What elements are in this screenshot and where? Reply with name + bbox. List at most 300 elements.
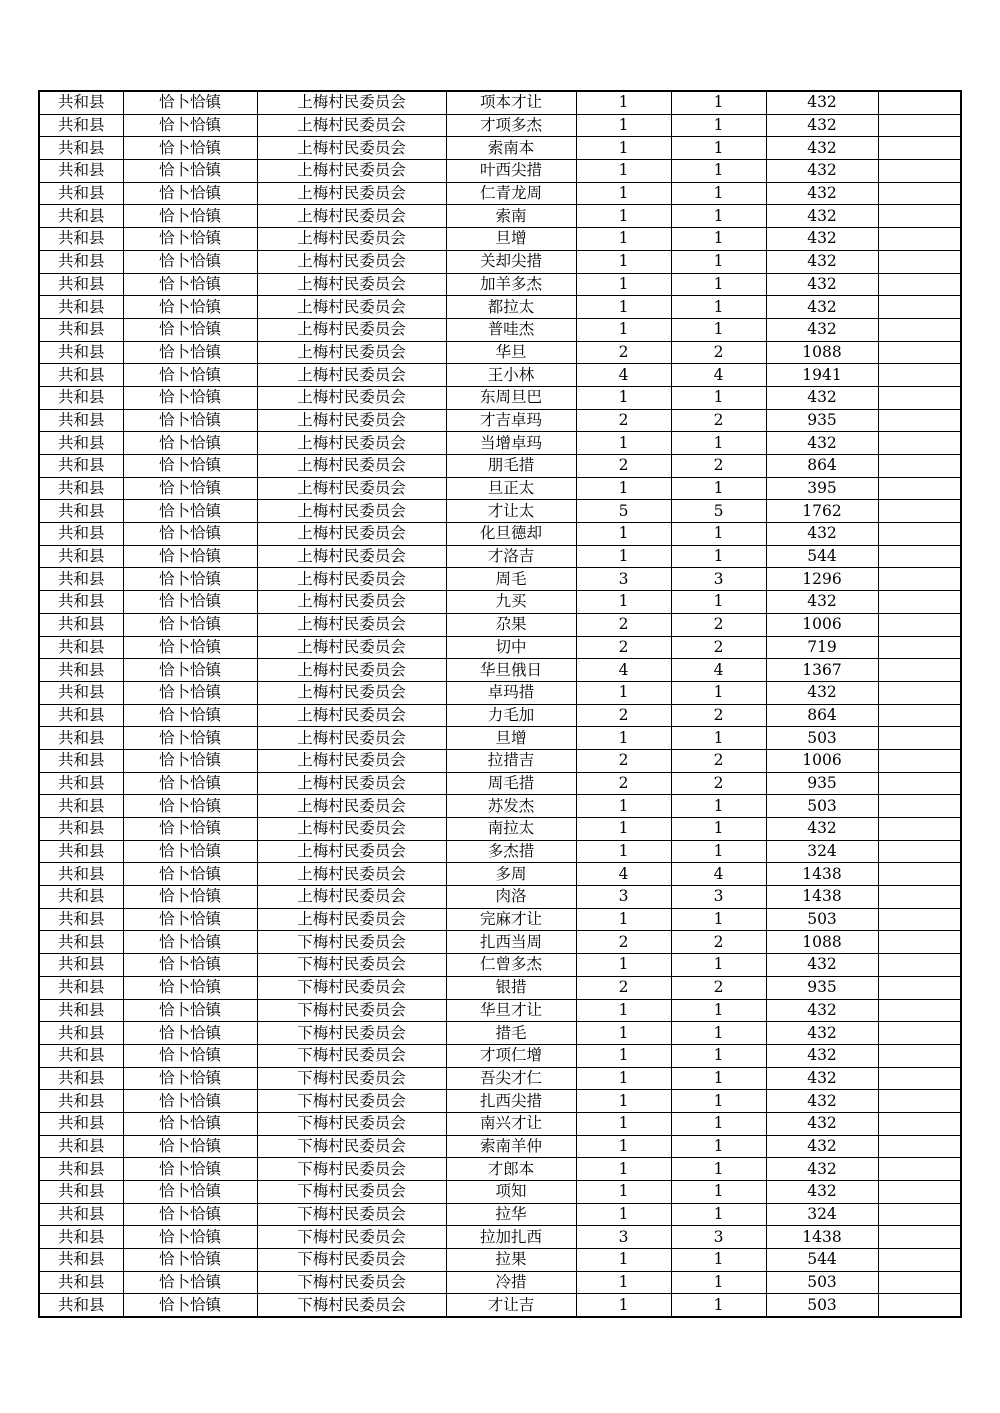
name-cell: 王小林: [446, 364, 576, 387]
county-cell: 共和县: [39, 545, 123, 568]
name-cell: 银措: [446, 976, 576, 999]
village-committee-cell: 下梅村民委员会: [257, 1090, 446, 1113]
table-row: [39, 386, 961, 409]
count-b-cell: 2: [671, 704, 766, 727]
town-cell: 恰卜恰镇: [123, 818, 257, 841]
name-cell: 九买: [446, 591, 576, 614]
amount-cell: 544: [766, 545, 878, 568]
county-cell: 共和县: [39, 1044, 123, 1067]
count-b-cell: 1: [671, 296, 766, 319]
table-row: [39, 91, 961, 114]
remark-cell: [878, 1226, 961, 1249]
remark-cell: [878, 727, 961, 750]
amount-cell: 719: [766, 636, 878, 659]
village-committee-cell: 上梅村民委员会: [257, 228, 446, 251]
table-row: [39, 273, 961, 296]
count-b-cell: 1: [671, 1135, 766, 1158]
count-b-cell: 1: [671, 1249, 766, 1272]
table-row: [39, 1294, 961, 1317]
county-cell: 共和县: [39, 818, 123, 841]
name-cell: 普哇杰: [446, 318, 576, 341]
remark-cell: [878, 182, 961, 205]
table-row: [39, 999, 961, 1022]
town-cell: 恰卜恰镇: [123, 228, 257, 251]
amount-cell: 432: [766, 591, 878, 614]
remark-cell: [878, 613, 961, 636]
count-a-cell: 1: [576, 1067, 671, 1090]
table-row: [39, 1022, 961, 1045]
count-a-cell: 2: [576, 341, 671, 364]
remark-cell: [878, 545, 961, 568]
count-b-cell: 1: [671, 114, 766, 137]
count-a-cell: 1: [576, 591, 671, 614]
amount-cell: 432: [766, 523, 878, 546]
table-row: [39, 954, 961, 977]
count-a-cell: 2: [576, 636, 671, 659]
remark-cell: [878, 1181, 961, 1204]
count-b-cell: 5: [671, 500, 766, 523]
count-b-cell: 1: [671, 250, 766, 273]
county-cell: 共和县: [39, 137, 123, 160]
count-a-cell: 2: [576, 613, 671, 636]
amount-cell: 1296: [766, 568, 878, 591]
name-cell: 南兴才让: [446, 1112, 576, 1135]
count-a-cell: 1: [576, 296, 671, 319]
count-a-cell: 1: [576, 114, 671, 137]
count-b-cell: 2: [671, 613, 766, 636]
county-cell: 共和县: [39, 681, 123, 704]
table-row: [39, 840, 961, 863]
name-cell: 华旦才让: [446, 999, 576, 1022]
count-b-cell: 1: [671, 1067, 766, 1090]
count-a-cell: 2: [576, 704, 671, 727]
name-cell: 吾尖才仁: [446, 1067, 576, 1090]
table-body: [39, 91, 961, 1317]
county-cell: 共和县: [39, 591, 123, 614]
village-committee-cell: 上梅村民委员会: [257, 500, 446, 523]
count-b-cell: 1: [671, 1022, 766, 1045]
table-row: [39, 863, 961, 886]
name-cell: 拉果: [446, 1249, 576, 1272]
count-a-cell: 5: [576, 500, 671, 523]
town-cell: 恰卜恰镇: [123, 477, 257, 500]
village-committee-cell: 下梅村民委员会: [257, 1249, 446, 1272]
village-committee-cell: 上梅村民委员会: [257, 545, 446, 568]
town-cell: 恰卜恰镇: [123, 273, 257, 296]
village-committee-cell: 上梅村民委员会: [257, 273, 446, 296]
amount-cell: 1006: [766, 749, 878, 772]
count-b-cell: 1: [671, 160, 766, 183]
table-row: [39, 886, 961, 909]
county-cell: 共和县: [39, 318, 123, 341]
table-row: [39, 1135, 961, 1158]
count-b-cell: 3: [671, 568, 766, 591]
county-cell: 共和县: [39, 228, 123, 251]
village-committee-cell: 上梅村民委员会: [257, 727, 446, 750]
table-row: [39, 500, 961, 523]
count-b-cell: 4: [671, 863, 766, 886]
amount-cell: 1006: [766, 613, 878, 636]
town-cell: 恰卜恰镇: [123, 795, 257, 818]
name-cell: 才项仁增: [446, 1044, 576, 1067]
county-cell: 共和县: [39, 749, 123, 772]
amount-cell: 1941: [766, 364, 878, 387]
count-a-cell: 1: [576, 1294, 671, 1317]
amount-cell: 432: [766, 114, 878, 137]
amount-cell: 432: [766, 999, 878, 1022]
village-committee-cell: 下梅村民委员会: [257, 1271, 446, 1294]
remark-cell: [878, 318, 961, 341]
village-committee-cell: 上梅村民委员会: [257, 455, 446, 478]
amount-cell: 432: [766, 182, 878, 205]
amount-cell: 432: [766, 228, 878, 251]
table-row: [39, 1249, 961, 1272]
table-row: [39, 1271, 961, 1294]
village-committee-cell: 下梅村民委员会: [257, 999, 446, 1022]
count-a-cell: 3: [576, 568, 671, 591]
amount-cell: 432: [766, 160, 878, 183]
town-cell: 恰卜恰镇: [123, 1203, 257, 1226]
table-row: [39, 318, 961, 341]
village-committee-cell: 上梅村民委员会: [257, 477, 446, 500]
name-cell: 才让吉: [446, 1294, 576, 1317]
amount-cell: 1762: [766, 500, 878, 523]
count-a-cell: 2: [576, 976, 671, 999]
village-committee-cell: 上梅村民委员会: [257, 160, 446, 183]
name-cell: 力毛加: [446, 704, 576, 727]
town-cell: 恰卜恰镇: [123, 160, 257, 183]
table-row: [39, 114, 961, 137]
amount-cell: 432: [766, 954, 878, 977]
remark-cell: [878, 568, 961, 591]
county-cell: 共和县: [39, 704, 123, 727]
count-b-cell: 2: [671, 636, 766, 659]
amount-cell: 432: [766, 91, 878, 114]
county-cell: 共和县: [39, 455, 123, 478]
name-cell: 周毛: [446, 568, 576, 591]
amount-cell: 432: [766, 1067, 878, 1090]
town-cell: 恰卜恰镇: [123, 455, 257, 478]
count-a-cell: 1: [576, 1112, 671, 1135]
count-a-cell: 1: [576, 818, 671, 841]
amount-cell: 324: [766, 840, 878, 863]
count-a-cell: 1: [576, 908, 671, 931]
count-b-cell: 3: [671, 886, 766, 909]
remark-cell: [878, 818, 961, 841]
name-cell: 华旦俄日: [446, 659, 576, 682]
village-committee-cell: 上梅村民委员会: [257, 749, 446, 772]
remark-cell: [878, 591, 961, 614]
county-cell: 共和县: [39, 840, 123, 863]
amount-cell: 432: [766, 1181, 878, 1204]
village-committee-cell: 下梅村民委员会: [257, 954, 446, 977]
town-cell: 恰卜恰镇: [123, 681, 257, 704]
county-cell: 共和县: [39, 999, 123, 1022]
remark-cell: [878, 886, 961, 909]
amount-cell: 432: [766, 1090, 878, 1113]
table-row: [39, 432, 961, 455]
town-cell: 恰卜恰镇: [123, 727, 257, 750]
count-b-cell: 2: [671, 341, 766, 364]
amount-cell: 503: [766, 727, 878, 750]
table-row: [39, 296, 961, 319]
name-cell: 扎西当周: [446, 931, 576, 954]
village-committee-cell: 上梅村民委员会: [257, 386, 446, 409]
town-cell: 恰卜恰镇: [123, 409, 257, 432]
name-cell: 东周旦巴: [446, 386, 576, 409]
count-b-cell: 1: [671, 182, 766, 205]
table-row: [39, 636, 961, 659]
remark-cell: [878, 954, 961, 977]
table-row: [39, 409, 961, 432]
village-committee-cell: 下梅村民委员会: [257, 1181, 446, 1204]
amount-cell: 864: [766, 704, 878, 727]
count-a-cell: 1: [576, 1158, 671, 1181]
count-a-cell: 1: [576, 1203, 671, 1226]
count-a-cell: 2: [576, 931, 671, 954]
amount-cell: 1088: [766, 341, 878, 364]
town-cell: 恰卜恰镇: [123, 931, 257, 954]
town-cell: 恰卜恰镇: [123, 1249, 257, 1272]
county-cell: 共和县: [39, 1294, 123, 1317]
county-cell: 共和县: [39, 772, 123, 795]
village-committee-cell: 上梅村民委员会: [257, 704, 446, 727]
town-cell: 恰卜恰镇: [123, 659, 257, 682]
name-cell: 华旦: [446, 341, 576, 364]
village-committee-cell: 下梅村民委员会: [257, 1203, 446, 1226]
count-a-cell: 1: [576, 1249, 671, 1272]
remark-cell: [878, 1249, 961, 1272]
village-committee-cell: 上梅村民委员会: [257, 886, 446, 909]
county-cell: 共和县: [39, 250, 123, 273]
county-cell: 共和县: [39, 1112, 123, 1135]
count-b-cell: 1: [671, 1112, 766, 1135]
count-b-cell: 1: [671, 1294, 766, 1317]
table-row: [39, 250, 961, 273]
name-cell: 周毛措: [446, 772, 576, 795]
count-a-cell: 1: [576, 182, 671, 205]
count-a-cell: 1: [576, 477, 671, 500]
count-b-cell: 1: [671, 523, 766, 546]
county-cell: 共和县: [39, 863, 123, 886]
count-b-cell: 1: [671, 954, 766, 977]
town-cell: 恰卜恰镇: [123, 114, 257, 137]
county-cell: 共和县: [39, 1271, 123, 1294]
count-b-cell: 1: [671, 727, 766, 750]
name-cell: 才洛吉: [446, 545, 576, 568]
remark-cell: [878, 1271, 961, 1294]
town-cell: 恰卜恰镇: [123, 1226, 257, 1249]
town-cell: 恰卜恰镇: [123, 318, 257, 341]
remark-cell: [878, 636, 961, 659]
county-cell: 共和县: [39, 931, 123, 954]
amount-cell: 432: [766, 205, 878, 228]
count-a-cell: 1: [576, 91, 671, 114]
county-cell: 共和县: [39, 432, 123, 455]
table-row: [39, 205, 961, 228]
count-b-cell: 1: [671, 1158, 766, 1181]
town-cell: 恰卜恰镇: [123, 1181, 257, 1204]
county-cell: 共和县: [39, 1022, 123, 1045]
village-committee-cell: 下梅村民委员会: [257, 1067, 446, 1090]
count-a-cell: 1: [576, 432, 671, 455]
count-b-cell: 1: [671, 1044, 766, 1067]
name-cell: 多杰措: [446, 840, 576, 863]
amount-cell: 935: [766, 409, 878, 432]
county-cell: 共和县: [39, 477, 123, 500]
village-committee-cell: 上梅村民委员会: [257, 568, 446, 591]
town-cell: 恰卜恰镇: [123, 886, 257, 909]
village-committee-cell: 上梅村民委员会: [257, 613, 446, 636]
remark-cell: [878, 1294, 961, 1317]
town-cell: 恰卜恰镇: [123, 386, 257, 409]
remark-cell: [878, 1044, 961, 1067]
town-cell: 恰卜恰镇: [123, 1271, 257, 1294]
town-cell: 恰卜恰镇: [123, 545, 257, 568]
remark-cell: [878, 91, 961, 114]
count-b-cell: 4: [671, 364, 766, 387]
amount-cell: 432: [766, 1022, 878, 1045]
town-cell: 恰卜恰镇: [123, 636, 257, 659]
name-cell: 项知: [446, 1181, 576, 1204]
county-cell: 共和县: [39, 1181, 123, 1204]
town-cell: 恰卜恰镇: [123, 999, 257, 1022]
table-row: [39, 523, 961, 546]
name-cell: 项本才让: [446, 91, 576, 114]
count-b-cell: 1: [671, 318, 766, 341]
town-cell: 恰卜恰镇: [123, 840, 257, 863]
amount-cell: 935: [766, 976, 878, 999]
count-b-cell: 1: [671, 477, 766, 500]
count-a-cell: 1: [576, 1135, 671, 1158]
count-a-cell: 1: [576, 545, 671, 568]
town-cell: 恰卜恰镇: [123, 250, 257, 273]
amount-cell: 432: [766, 386, 878, 409]
remark-cell: [878, 296, 961, 319]
count-a-cell: 1: [576, 318, 671, 341]
town-cell: 恰卜恰镇: [123, 772, 257, 795]
village-committee-cell: 上梅村民委员会: [257, 432, 446, 455]
table-row: [39, 908, 961, 931]
remark-cell: [878, 500, 961, 523]
village-committee-cell: 上梅村民委员会: [257, 863, 446, 886]
count-a-cell: 4: [576, 659, 671, 682]
village-committee-cell: 上梅村民委员会: [257, 659, 446, 682]
village-committee-cell: 下梅村民委员会: [257, 1135, 446, 1158]
town-cell: 恰卜恰镇: [123, 749, 257, 772]
county-cell: 共和县: [39, 1090, 123, 1113]
town-cell: 恰卜恰镇: [123, 568, 257, 591]
name-cell: 切中: [446, 636, 576, 659]
table-row: [39, 182, 961, 205]
count-b-cell: 1: [671, 908, 766, 931]
remark-cell: [878, 409, 961, 432]
remark-cell: [878, 772, 961, 795]
village-committee-cell: 下梅村民委员会: [257, 976, 446, 999]
remark-cell: [878, 976, 961, 999]
name-cell: 旦正太: [446, 477, 576, 500]
table-row: [39, 341, 961, 364]
count-b-cell: 4: [671, 659, 766, 682]
count-b-cell: 1: [671, 228, 766, 251]
town-cell: 恰卜恰镇: [123, 976, 257, 999]
count-a-cell: 1: [576, 250, 671, 273]
amount-cell: 432: [766, 818, 878, 841]
name-cell: 扎西尖措: [446, 1090, 576, 1113]
table-row: [39, 749, 961, 772]
name-cell: 关却尖措: [446, 250, 576, 273]
amount-cell: 432: [766, 137, 878, 160]
remark-cell: [878, 137, 961, 160]
town-cell: 恰卜恰镇: [123, 954, 257, 977]
county-cell: 共和县: [39, 886, 123, 909]
count-a-cell: 2: [576, 409, 671, 432]
amount-cell: 432: [766, 273, 878, 296]
village-committee-cell: 上梅村民委员会: [257, 137, 446, 160]
table-row: [39, 659, 961, 682]
relief-roster-table: [38, 90, 962, 1318]
town-cell: 恰卜恰镇: [123, 908, 257, 931]
town-cell: 恰卜恰镇: [123, 1158, 257, 1181]
count-a-cell: 1: [576, 386, 671, 409]
name-cell: 才郎本: [446, 1158, 576, 1181]
name-cell: 当增卓玛: [446, 432, 576, 455]
town-cell: 恰卜恰镇: [123, 137, 257, 160]
name-cell: 肉洛: [446, 886, 576, 909]
count-a-cell: 1: [576, 681, 671, 704]
count-a-cell: 1: [576, 840, 671, 863]
village-committee-cell: 下梅村民委员会: [257, 931, 446, 954]
town-cell: 恰卜恰镇: [123, 341, 257, 364]
remark-cell: [878, 863, 961, 886]
village-committee-cell: 上梅村民委员会: [257, 772, 446, 795]
amount-cell: 503: [766, 795, 878, 818]
name-cell: 冷措: [446, 1271, 576, 1294]
remark-cell: [878, 681, 961, 704]
remark-cell: [878, 364, 961, 387]
town-cell: 恰卜恰镇: [123, 500, 257, 523]
count-b-cell: 1: [671, 1090, 766, 1113]
county-cell: 共和县: [39, 954, 123, 977]
remark-cell: [878, 1203, 961, 1226]
count-b-cell: 1: [671, 681, 766, 704]
count-b-cell: 2: [671, 931, 766, 954]
name-cell: 加羊多杰: [446, 273, 576, 296]
table-row: [39, 591, 961, 614]
village-committee-cell: 上梅村民委员会: [257, 636, 446, 659]
table-row: [39, 931, 961, 954]
name-cell: 索南: [446, 205, 576, 228]
village-committee-cell: 上梅村民委员会: [257, 409, 446, 432]
county-cell: 共和县: [39, 386, 123, 409]
town-cell: 恰卜恰镇: [123, 591, 257, 614]
village-committee-cell: 上梅村民委员会: [257, 523, 446, 546]
count-a-cell: 3: [576, 886, 671, 909]
county-cell: 共和县: [39, 160, 123, 183]
town-cell: 恰卜恰镇: [123, 91, 257, 114]
count-a-cell: 2: [576, 772, 671, 795]
county-cell: 共和县: [39, 636, 123, 659]
amount-cell: 544: [766, 1249, 878, 1272]
county-cell: 共和县: [39, 1226, 123, 1249]
count-a-cell: 1: [576, 999, 671, 1022]
name-cell: 朋毛措: [446, 455, 576, 478]
county-cell: 共和县: [39, 182, 123, 205]
remark-cell: [878, 386, 961, 409]
count-a-cell: 1: [576, 1090, 671, 1113]
amount-cell: 432: [766, 1044, 878, 1067]
county-cell: 共和县: [39, 409, 123, 432]
